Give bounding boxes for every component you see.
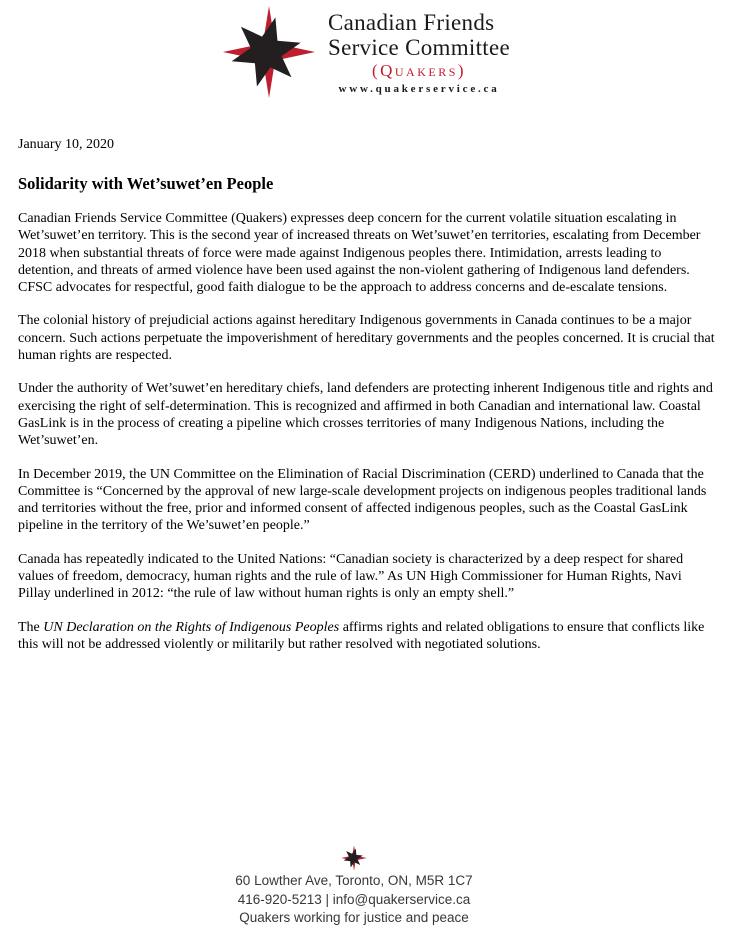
cfsc-star-logo-small-icon bbox=[0, 845, 720, 872]
org-website: www.quakerservice.ca bbox=[338, 82, 500, 95]
paragraph-6-suffix: affirms rights and related obligations to ensure that conflicts like this will not be addressed violently or militarily but rather resolved with negotiated solutions. bbox=[18, 619, 705, 652]
letter-title: Solidarity with Wet’suwet’en People bbox=[18, 174, 274, 193]
footer-clipped-line: Quakers working for justice and peace bbox=[239, 910, 469, 925]
org-name-line1: Canadian Friends bbox=[327, 9, 495, 35]
cfsc-star-logo-icon bbox=[222, 5, 316, 99]
page-footer bbox=[0, 845, 720, 928]
org-quakers-label: (Quakers) bbox=[371, 60, 467, 80]
declaration-title: UN Declaration on the Rights of Indigenous Peoples bbox=[43, 619, 340, 635]
paragraph-5: Canada has repeatedly indicated to the United Nations: “Canadian society is characterized by a deep respect for shared values of freedom, democracy, human rights and the rule of law.” As UN High Commissioner for Human Rights, Navi Pillay underlined in 2012: “the rule of law without human rights is only an empty shell.” bbox=[18, 551, 684, 602]
letter-body bbox=[18, 210, 716, 653]
paragraph-2: The colonial history of prejudicial actions against hereditary Indigenous governments in Canada continues to be a major concern. Such actions perpetuate the impoverishment of hereditary governments and the peoples concerned. It is crucial that human rights are respected. bbox=[18, 313, 715, 364]
org-title-block bbox=[328, 10, 510, 95]
footer-address: 60 Lowther Ave, Toronto, ON, M5R 1C7 bbox=[235, 873, 473, 888]
org-name-line2: Service Committee bbox=[327, 34, 511, 60]
paragraph-6 bbox=[18, 619, 716, 654]
letterhead bbox=[0, 0, 732, 99]
paragraph-6-prefix: The bbox=[18, 619, 44, 635]
letter-date: January 10, 2020 bbox=[18, 137, 115, 152]
paragraph-3: Under the authority of Wet’suwet’en hereditary chiefs, land defenders are protecting inherent Indigenous title and rights and exercising the right of self-determination. This is recognized and affirmed in both Canadian and international law. Coastal GasLink is in the process of creating a pipeline which crosses territories of many Indigenous Nations, including the Wet’suwet’en. bbox=[18, 381, 713, 449]
paragraph-1: Canadian Friends Service Committee (Quakers) expresses deep concern for the current volatile situation escalating in Wet’suwet’en territory. This is the second year of increased threats on Wet’suwet’en territories, escalating from December 2018 when substantial threats of force were made against Indigenous peoples there. Intimidation, arrests leading to detention, and threats of armed violence have been used against the non-violent gathering of Indigenous land defenders. CFSC advocates for respectful, good faith dialogue to be the approach to address concerns and de-escalate tensions. bbox=[18, 211, 701, 296]
paragraph-4: In December 2019, the UN Committee on the Elimination of Racial Discrimination (CERD) underlined to Canada that the Committee is “Concerned by the approval of new large-scale development projects on indigenous peoples traditional lands and territories without the free, prior and informed consent of affected indigenous peoples, such as the Coastal GasLink pipeline in the territory of the We’suwet’en people.” bbox=[18, 466, 707, 534]
footer-contact: 416-920-5213 | info@quakerservice.ca bbox=[237, 891, 471, 907]
